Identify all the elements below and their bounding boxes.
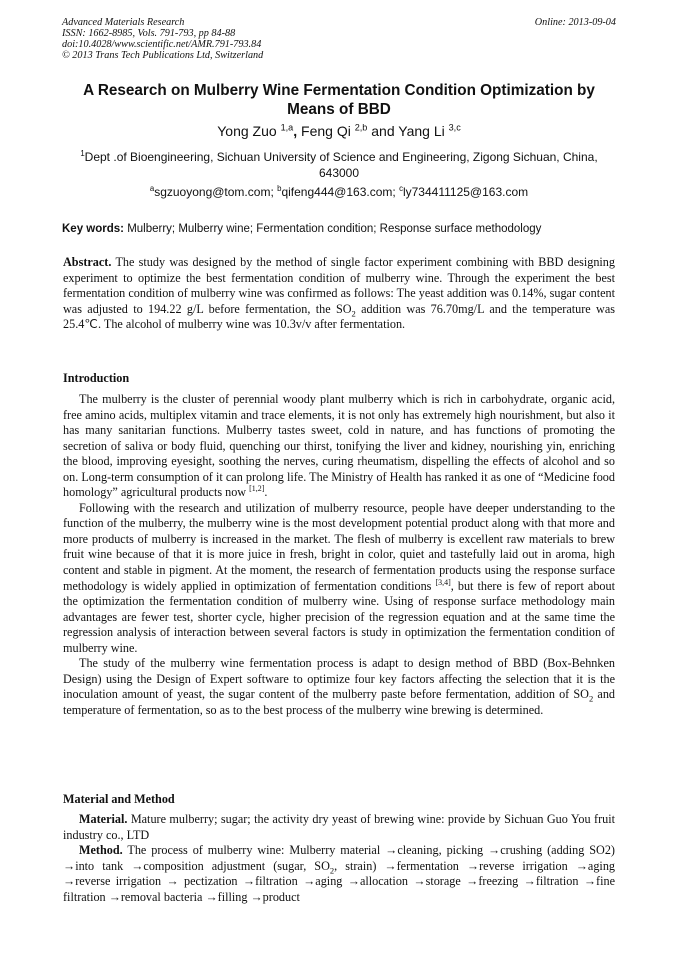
email-sep: ; bbox=[270, 185, 278, 199]
online-date: Online: 2013-09-04 bbox=[534, 17, 616, 28]
email-sup: a bbox=[149, 184, 155, 193]
journal-header bbox=[62, 17, 263, 61]
material-paragraph bbox=[63, 812, 615, 843]
method-text-a: The process of mulberry wine: Mulberry material →cleaning, picking →crushing (adding SO2) →into tank →composition adjustment (sugar, SO bbox=[63, 843, 615, 873]
material-body bbox=[63, 812, 615, 905]
method-text-b: , strain) →fermentation →reverse irrigation →aging →reverse irrigation → pectization →filtration →aging →allocation →storage →freezing →filtration →fine filtration →removal bacteria →filling →product bbox=[63, 858, 616, 904]
introduction-body bbox=[63, 392, 615, 718]
journal-name: Advanced Materials Research bbox=[62, 17, 185, 28]
material-heading: Material and Method bbox=[63, 792, 175, 806]
intro-para3-text-b: and temperature of fermentation, so as to the best process of the mulberry wine brewing is determined. bbox=[63, 687, 616, 717]
keywords-text: Mulberry; Mulberry wine; Fermentation condition; Response surface methodology bbox=[127, 223, 542, 235]
intro-paragraph-3 bbox=[63, 656, 615, 718]
email-list bbox=[62, 184, 616, 200]
title-line-2: Means of BBD bbox=[287, 101, 391, 118]
method-paragraph bbox=[63, 843, 615, 905]
email-sep: ; bbox=[392, 185, 400, 199]
affiliation-postcode: 643000 bbox=[318, 166, 360, 180]
email-address: ly734411125@163.com bbox=[402, 185, 529, 199]
affiliation-sup: 1 bbox=[80, 149, 85, 158]
author-sup: 1,a bbox=[280, 122, 294, 133]
keywords-label: Key words: bbox=[62, 223, 124, 235]
author-list bbox=[60, 123, 618, 139]
material-text: Mature mulberry; sugar; the activity dry yeast of brewing wine: provide by Sichuan Guo You fruit industry co., LTD bbox=[63, 812, 615, 842]
author-sup: 2,b bbox=[354, 122, 368, 133]
affiliation bbox=[62, 149, 616, 181]
copyright: © 2013 Trans Tech Publications Ltd, Switzerland bbox=[62, 50, 264, 61]
email-sup: b bbox=[277, 184, 282, 193]
author-name: Yang Li bbox=[398, 123, 445, 139]
method-label: Method. bbox=[79, 843, 123, 858]
author-name: Yong Zuo bbox=[217, 123, 277, 139]
so2-sub: 2 bbox=[588, 693, 594, 704]
abstract-text-2: addition was 76.70mg/L and the temperature was 25.4℃. The alcohol of mulberry wine was 10.3v/v after fermentation. bbox=[63, 301, 615, 332]
author-sep: and bbox=[367, 123, 399, 139]
email-address: qifeng444@163.com bbox=[281, 185, 393, 199]
abstract-label: Abstract. bbox=[63, 255, 112, 269]
title-line-1: A Research on Mulberry Wine Fermentation Condition Optimization by bbox=[83, 82, 595, 99]
introduction-heading: Introduction bbox=[63, 371, 130, 385]
affiliation-text: Dept .of Bioengineering, Sichuan University of Science and Engineering, Zigong Sichuan, China, bbox=[84, 150, 598, 164]
so2-sub: 2 bbox=[329, 865, 335, 876]
intro-para2-text-b: , but there is few of report about the optimization the fermentation condition of mulberry wine. Using of response surface methodology main advantages are fewer test, shorter cycle, higher precision of the regression equation and at the same time the regression analysis of interaction between several factors is study in optimization the fermentation condition of mulberry wine. bbox=[63, 578, 615, 655]
author-name: Feng Qi bbox=[301, 123, 351, 139]
intro-para1-text: The mulberry is the cluster of perennial woody plant mulberry which is rich in carbohydrate, organic acid, free amino acids, multiplex vitamin and trace elements, it is not only has extremely high nourishment, but also it has many sanitarian functions. Mulberry tastes sweet, cold in nature, and has functions of promoting the secretion of saliva or body fluid, quenching our thirst, tonifying the liver and kidney, nourishing yin, enriching the blood, improving eyesight, soothing the nerves, curing rheumatism, dispelling the effects of alcohol and so on. Long-term consumption of it can prolong life. The Ministry of Health has ranked it as one of “Medicine food homology” agricultural products now bbox=[63, 392, 615, 500]
author-sep: , bbox=[293, 123, 302, 139]
intro-para2-text-a: Following with the research and utilization of mulberry resource, people have deeper understanding to the function of the mulberry, the mulberry wine is the most development potential product along with that more and more products of mulberry is increased in the market. The flesh of mulberry is excellent raw materials to brew fruit wine because of that it is more juice in fresh, bright in color, quiet and tastefully laid out in aroma, high content and stable in pigment. At the moment, the research of fermentation products using the response surface methodology is widely applied in optimization of fermentation conditions bbox=[63, 500, 615, 593]
author-sup: 3,c bbox=[448, 122, 461, 133]
issn: ISSN: 1662-8985, Vols. 791-793, pp 84-88 bbox=[62, 28, 236, 39]
doi: doi:10.4028/www.scientific.net/AMR.791-793.84 bbox=[62, 39, 262, 50]
paper-title bbox=[60, 81, 618, 119]
email-sup: c bbox=[399, 184, 403, 193]
abstract-text-1: The study was designed by the method of single factor experiment combining with BBD designing experiment to optimize the best fermentation condition of mulberry wine. Through the experiment the best fermentation condition of mulberry wine was confirmed as follows: The yeast addition was 0.14%, sugar content was adjusted to 194.22 g/L before fermentation, the SO bbox=[63, 255, 615, 316]
abstract-sub: 2 bbox=[351, 308, 356, 319]
keywords bbox=[62, 221, 616, 237]
intro-para3-text-a: The study of the mulberry wine fermentation process is adapt to design method of BBD (Box-Behnken Design) using the Design of Expert software to optimize four key factors affecting the selection that it is the inoculation amount of yeast, the sugar content of the mulberry paste before fermentation, addition of SO bbox=[63, 656, 615, 702]
intro-paragraph-1 bbox=[63, 392, 615, 501]
abstract bbox=[63, 255, 615, 333]
material-label: Material. bbox=[79, 812, 128, 826]
intro-paragraph-2 bbox=[63, 501, 615, 656]
intro-para1-end: . bbox=[264, 485, 268, 500]
email-address: sgzuoyong@tom.com bbox=[154, 185, 271, 199]
citation: [1,2] bbox=[249, 484, 265, 494]
citation: [3,4] bbox=[435, 577, 451, 587]
